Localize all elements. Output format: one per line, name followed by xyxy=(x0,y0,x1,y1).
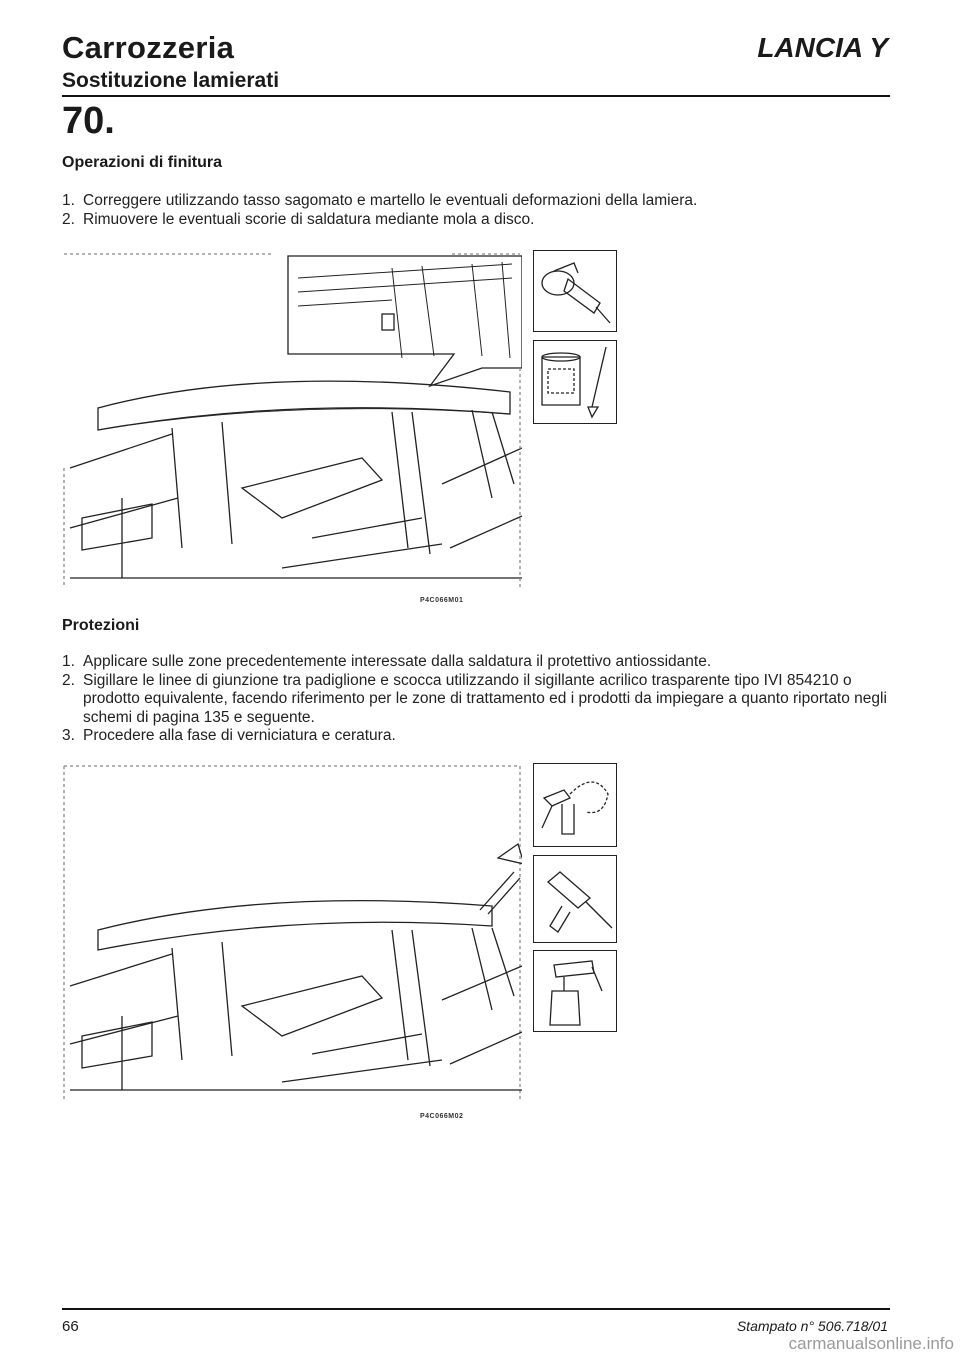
watermark: carmanualsonline.info xyxy=(788,1334,954,1353)
list-item: 2. Sigillare le linee di giunzione tra padiglione e scocca utilizzando il sigillante acrilico trasparente tipo IVI 854210 o prodotto equivalente, facendo riferimento per le zone di trattamento ed i prodotti da impiegare a quanto riportato negli schemi di pagina 135 e seguente. xyxy=(62,671,887,726)
figure-2-illustration xyxy=(62,760,522,1108)
finishing-heading: Operazioni di finitura xyxy=(62,154,223,171)
section-title: Carrozzeria xyxy=(62,30,235,65)
procedure-number: 70. xyxy=(62,100,115,142)
anticorrosion-can-and-brush-icon xyxy=(533,340,617,424)
protections-steps xyxy=(62,653,902,746)
page-number: 66 xyxy=(62,1318,79,1335)
paint-spray-gun-icon xyxy=(533,950,617,1032)
figure-1-code: P4C066M01 xyxy=(420,597,464,604)
roof-sealing-drawing xyxy=(62,760,522,1108)
spray-gun-with-hose-icon xyxy=(533,763,617,847)
protections-heading: Protezioni xyxy=(62,617,140,634)
figure-2-code: P4C066M02 xyxy=(420,1113,464,1120)
footer-rule xyxy=(62,1308,890,1310)
header-rule xyxy=(62,95,890,97)
list-item: 3. Procedere alla fase di verniciatura e ceratura. xyxy=(62,727,396,744)
sealant-gun-icon xyxy=(533,855,617,943)
subsection-title: Sostituzione lamierati xyxy=(62,69,280,92)
figure-1-illustration xyxy=(62,248,522,596)
list-item: 2. Rimuovere le eventuali scorie di saldatura mediante mola a disco. xyxy=(62,210,535,228)
angle-grinder-icon xyxy=(533,250,617,332)
list-item: 1. Applicare sulle zone precedentemente interessate dalla saldatura il protettivo antiossidante. xyxy=(62,653,712,670)
print-reference: Stampato n° 506.718/01 xyxy=(736,1318,888,1334)
finishing-steps xyxy=(62,192,902,229)
brand-logo: LANCIA Y xyxy=(757,32,888,63)
roof-car-body-drawing xyxy=(62,248,522,596)
list-item: 1. Correggere utilizzando tasso sagomato e martello le eventuali deformazioni della lamiera. xyxy=(62,192,698,209)
